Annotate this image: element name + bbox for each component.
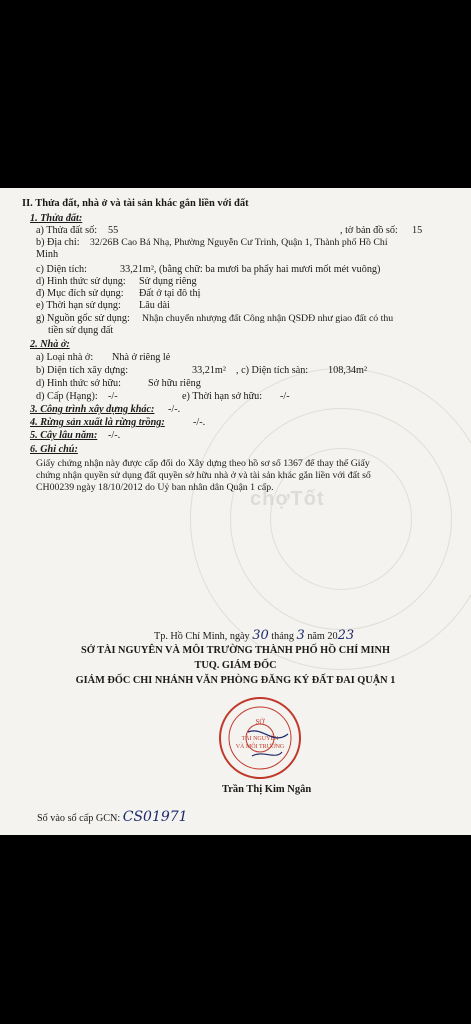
date-year-suffix: 23 <box>337 628 355 643</box>
section-title: II. Thửa đất, nhà ở và tài sản khác gắn liền với đất <box>22 198 249 209</box>
date-month: 3 <box>296 628 305 643</box>
usage-origin-label: g) Nguồn gốc sử dụng: <box>36 313 130 324</box>
trees-label: 5. Cây lâu năm: <box>30 430 98 441</box>
built-area-label: b) Diện tích xây dựng: <box>36 365 129 376</box>
parcel-number-value: 55 <box>108 225 119 236</box>
usage-term-label: e) Thời hạn sử dụng: <box>36 300 121 311</box>
area-label: c) Diện tích: <box>36 264 87 275</box>
house-type-label: a) Loại nhà ở: <box>36 352 94 363</box>
usage-purpose-value: Đất ở tại đô thị <box>139 288 201 299</box>
notes-heading: 6. Ghi chú: <box>30 444 78 455</box>
date-line <box>154 630 354 643</box>
map-sheet-label: , tờ bản đồ số: <box>340 225 398 236</box>
ownership-term-label: e) Thời hạn sở hữu: <box>182 391 263 402</box>
svg-text:TÀI NGUYÊN: TÀI NGUYÊN <box>241 736 279 742</box>
branch-title: GIÁM ĐỐC CHI NHÁNH VĂN PHÒNG ĐĂNG KÝ ĐẤT ĐAI QUẬN 1 <box>75 675 396 686</box>
usage-form-label: d) Hình thức sử dụng: <box>36 276 126 287</box>
signer-name: Trần Thị Kim Ngân <box>222 784 312 795</box>
certificate-page <box>0 188 471 835</box>
address-label: b) Địa chỉ: <box>36 237 80 248</box>
floor-area-value: 108,34m² <box>328 365 367 376</box>
map-sheet-value: 15 <box>412 225 423 236</box>
construction-label: 3. Công trình xây dựng khác: <box>30 404 155 415</box>
ownership-term-value: -/- <box>280 391 290 402</box>
parcel-number-label: a) Thửa đất số: <box>36 225 98 236</box>
svg-text:VÀ MÔI TRƯỜNG: VÀ MÔI TRƯỜNG <box>235 744 285 750</box>
registry-value: CS01971 <box>122 809 188 825</box>
land-heading: 1. Thửa đất: <box>30 213 83 224</box>
usage-form-value: Sử dụng riêng <box>139 276 197 287</box>
notes-line-2: chứng nhận quyền sử dụng đất quyền sở hữu nhà ở và tài sản khác gắn liền với đất số <box>36 470 371 481</box>
usage-term-value: Lâu dài <box>139 300 170 311</box>
notes-line-3: CH00239 ngày 18/10/2012 do Uỷ ban nhân dân Quận 1 cấp. <box>36 482 274 493</box>
place-date-prefix: Tp. Hồ Chí Minh, ngày <box>154 631 250 642</box>
usage-origin-value-cont: tiền sử dụng đất <box>48 325 114 336</box>
usage-origin-value: Nhận chuyển nhượng đất Công nhận QSDĐ như giao đất có thu <box>142 313 394 324</box>
ownership-form-value: Sở hữu riêng <box>148 378 201 389</box>
ownership-form-label: d) Hình thức sở hữu: <box>36 378 121 389</box>
address-value: 32/26B Cao Bá Nhạ, Phường Nguyễn Cư Trinh, Quận 1, Thành phố Hồ Chí <box>90 237 388 248</box>
tuq-title: TUQ. GIÁM ĐỐC <box>194 660 277 671</box>
area-value: 33,21m², (bằng chữ: ba mươi ba phẩy hai mươi mốt mét vuông) <box>120 264 381 275</box>
built-area-value: 33,21m² <box>192 365 226 376</box>
official-seal <box>218 696 302 780</box>
issuing-org: SỞ TÀI NGUYÊN VÀ MÔI TRƯỜNG THÀNH PHỐ HỒ CHÍ MINH <box>81 645 390 656</box>
house-grade-label: d) Cấp (Hạng): <box>36 391 98 402</box>
date-year-label: năm 20 <box>307 631 338 642</box>
house-heading: 2. Nhà ở: <box>30 339 70 350</box>
date-day: 30 <box>252 628 269 643</box>
floor-area-label: , c) Diện tích sàn: <box>236 365 309 376</box>
registry-line <box>37 811 188 825</box>
house-grade-value: -/- <box>108 391 118 402</box>
forest-value: -/-. <box>193 417 206 428</box>
address-value-cont: Minh <box>36 249 59 260</box>
house-type-value: Nhà ở riêng lẻ <box>112 352 171 363</box>
usage-purpose-label: đ) Mục đích sử dụng: <box>36 288 124 299</box>
trees-value: -/-. <box>108 430 121 441</box>
svg-text:SỞ: SỞ <box>255 718 265 726</box>
construction-value: -/-. <box>168 404 181 415</box>
notes-line-1: Giấy chứng nhận này được cấp đổi do Xây dựng theo hồ sơ số 1367 để thay thế Giấy <box>36 458 370 469</box>
registry-label: Số vào sổ cấp GCN: <box>37 813 121 824</box>
watermark-logo: chợTốt <box>250 488 325 510</box>
forest-label: 4. Rừng sản xuất là rừng trồng: <box>30 417 165 428</box>
date-month-label: tháng <box>271 631 294 642</box>
